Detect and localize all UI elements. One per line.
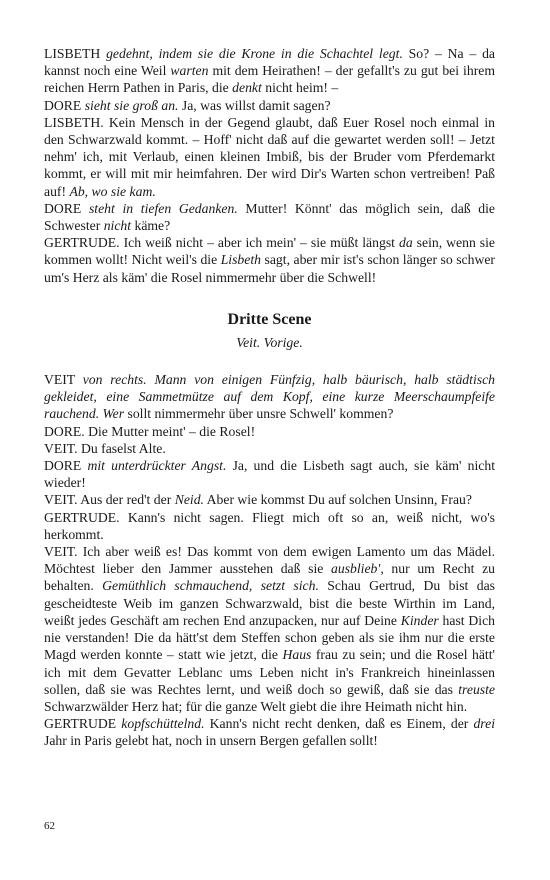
stage-direction: gedehnt, indem sie die Krone in die Schachtel legt. — [106, 46, 403, 61]
dialogue-text: sollt nimmermehr über unsre Schwell' kommen? — [124, 406, 394, 422]
dialogue-text: nur um Recht zu behalten. — [44, 561, 495, 594]
dialogue-paragraph — [44, 715, 495, 749]
stage-direction: treuste — [458, 681, 495, 697]
dialogue-text: VEIT. Ich aber weiß es! Das kommt von dem ewigen Lamento um das Mädel. Möchtest lieber den Jammer ausstehen daß sie — [44, 544, 495, 577]
stage-direction: drei — [473, 716, 495, 732]
dialogue-paragraph — [44, 200, 495, 234]
dialogue-paragraph — [44, 423, 495, 440]
stage-direction: Kinder — [400, 612, 439, 628]
stage-direction: steht in tiefen Gedanken. — [88, 200, 238, 216]
stage-direction: mit unterdrückter Angst. — [87, 458, 227, 474]
dialogue-paragraph — [44, 114, 495, 200]
dialogue-text: Ja, und die Lisbeth sagt auch, sie käm' nicht wieder! — [44, 458, 495, 491]
dialogue-text: frau zu sein; und die Rosel hätt' ich mit dem Gevatter Leblanc ums Leben nicht in's Frankreich hineinlassen sollen, daß sie was Rechtes lernt, und weiß doch so gewiß, daß sie das — [44, 647, 495, 697]
dialogue-text: VEIT. Aus der red't der — [44, 492, 175, 508]
dialogue-text: sagt, aber mir ist's schon länger so schwer um's Herz als käm' die Rosel nimmermehr über die Schwell! — [44, 252, 495, 285]
page-number: 62 — [44, 820, 55, 832]
dialogue-section-top — [44, 45, 495, 286]
dialogue-paragraph — [44, 509, 495, 543]
dialogue-text: DORE. Die Mutter meint' – die Rosel! — [44, 423, 256, 439]
stage-direction: Ab, wo sie kam. — [69, 183, 156, 199]
scene-title: Dritte Scene — [227, 310, 312, 328]
dialogue-text: DORE — [44, 200, 89, 216]
dialogue-text: sein, wenn sie kommen wollt! Nicht weil's die — [44, 235, 495, 268]
stage-direction: da — [398, 235, 413, 251]
dialogue-paragraph — [44, 440, 495, 457]
dialogue-text: LISBETH — [44, 46, 107, 61]
dialogue-paragraph — [44, 97, 495, 114]
dialogue-text: käme? — [131, 218, 171, 234]
dialogue-text: GERTRUDE. Ich weiß nicht – aber ich mein' – sie müßt längst — [44, 235, 399, 251]
dialogue-text: DORE — [44, 458, 88, 474]
stage-direction: sieht sie groß an. — [84, 97, 179, 113]
dialogue-section-bottom — [44, 371, 495, 749]
scene-subtitle: Veit. Vorige. — [236, 334, 303, 350]
dialogue-text: GERTRUDE. Kann's nicht sagen. Fliegt mich oft so an, weiß nicht, wo's herkommt. — [44, 509, 495, 542]
dialogue-text: GERTRUDE — [44, 716, 122, 732]
dialogue-paragraph — [44, 543, 495, 715]
stage-direction: Gemüthlich schmauchend, setzt sich. — [102, 578, 319, 594]
stage-direction: ausblieb', — [331, 561, 384, 577]
dialogue-text: So? – Na – da kannst noch eine Weil — [44, 46, 495, 79]
dialogue-text: mit dem Heirathen! – der gefallt's zu gut bei ihrem reichen Herrn Pathen in Paris, die — [44, 63, 495, 96]
stage-direction: von rechts. Mann von einigen Fünfzig, halb bäurisch, halb städtisch gekleidet, eine Sammetmütze auf dem Kopf, eine kurze Meerschaumpfeife rauchend. Wer — [44, 372, 495, 422]
dialogue-text: Aber wie kommst Du auf solchen Unsinn, Frau? — [203, 492, 472, 508]
dialogue-text: Jahr in Paris gelebt hat, noch in unsern Bergen gefallen sollt! — [44, 733, 378, 749]
dialogue-paragraph — [44, 457, 495, 491]
dialogue-paragraph — [44, 234, 495, 286]
dialogue-text: LISBETH. Kein Mensch in der Gegend glaubt, daß Euer Rosel noch einmal in den Schwarzwald kommt. – Hoff' nicht daß auf die gewartet werden soll! – Jetzt nehm' ich, mit Verlaub, einen kleinen Imbiß, bis der Bruder vom Pferdemarkt kommt, er will mit mir heimfahren. Der wird Dir's Warten schon vertreiben! Paß auf! — [44, 114, 495, 199]
dialogue-paragraph — [44, 491, 495, 508]
stage-direction: Neid. — [174, 492, 204, 508]
dialogue-text: Kann's nicht recht denken, daß es Einem, der — [204, 716, 474, 732]
dialogue-text: Mutter! Könnt' das möglich sein, daß die Schwester — [44, 200, 496, 234]
dialogue-paragraph — [44, 371, 495, 423]
dialogue-text: VEIT — [44, 372, 83, 388]
dialogue-text: DORE — [44, 97, 85, 113]
stage-direction: nicht — [103, 218, 132, 234]
stage-direction: denkt — [232, 80, 262, 96]
dialogue-text: Schwarzwälder Herz hat; für die ganze Welt giebt die ihre Heimath nicht hin. — [44, 698, 468, 714]
stage-direction: kopfschüttelnd. — [121, 716, 205, 732]
stage-direction: Lisbeth — [220, 252, 261, 268]
dialogue-text: hast Dich nie verstanden! Die da hätt'st dem Steffen schon geben als sie ihm nur die erste Magd werden konnte – statt wie jetzt, die — [44, 612, 495, 663]
dialogue-text: VEIT. Du faselst Alte. — [44, 440, 166, 456]
dialogue-text: Schau Gertrud, Du bist das gescheidteste Weib im ganzen Schwarzwald, bist die beste Wirthin im Land, weißt jedes Geschäft am rechen End anzupacken, nur auf Deine — [44, 578, 495, 628]
dialogue-text: Ja, was willst damit sagen? — [178, 97, 331, 113]
stage-direction: Haus — [282, 647, 312, 663]
dialogue-text: nicht heim! – — [261, 80, 339, 96]
page-body — [44, 45, 495, 750]
stage-direction: warten — [170, 63, 209, 79]
dialogue-paragraph — [44, 45, 495, 97]
